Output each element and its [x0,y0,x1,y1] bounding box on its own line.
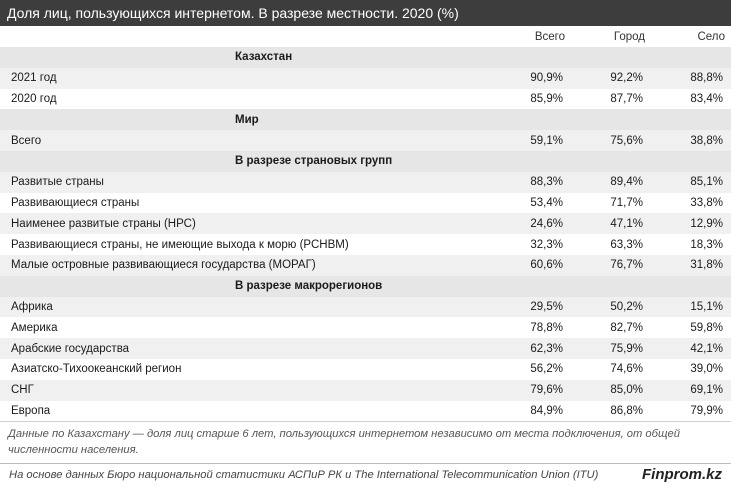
value-village: 69,1% [651,380,731,401]
source-text: На основе данных Бюро национальной статистики АСПиР РК и The International Telecommunication Union (ITU) [9,469,599,481]
value-city: 76,7% [571,255,651,276]
table-row [0,130,731,151]
row-label: Развитые страны [0,172,491,193]
table-body [0,47,731,421]
brand-logo: Finprom.kz [641,466,722,483]
value-total: 59,1% [491,130,571,151]
section-title: Казахстан [0,47,731,68]
table-row [0,234,731,255]
value-total: 53,4% [491,193,571,214]
table-row [0,193,731,214]
table-row [0,380,731,401]
value-city: 89,4% [571,172,651,193]
value-village: 59,8% [651,317,731,338]
value-village: 83,4% [651,89,731,110]
value-total: 78,8% [491,317,571,338]
value-city: 71,7% [571,193,651,214]
footer [0,463,731,487]
row-label: Арабские государства [0,338,491,359]
row-label: Америка [0,317,491,338]
table-row [0,213,731,234]
section-header-row [0,276,731,297]
value-village: 85,1% [651,172,731,193]
table-row [0,255,731,276]
value-city: 75,6% [571,130,651,151]
section-header-row [0,47,731,68]
value-city: 75,9% [571,338,651,359]
table-row [0,68,731,89]
table-title: Доля лиц, пользующихся интернетом. В разрезе местности. 2020 (%) [0,0,731,26]
value-city: 74,6% [571,359,651,380]
value-total: 56,2% [491,359,571,380]
header-row [0,26,731,47]
row-label: 2020 год [0,89,491,110]
value-village: 31,8% [651,255,731,276]
value-village: 15,1% [651,297,731,318]
table-row [0,359,731,380]
table-row [0,297,731,318]
table-row [0,401,731,422]
value-city: 92,2% [571,68,651,89]
row-label: Развивающиеся страны, не имеющие выхода к морю (РСНВМ) [0,234,491,255]
value-city: 63,3% [571,234,651,255]
value-total: 88,3% [491,172,571,193]
value-city: 85,0% [571,380,651,401]
value-city: 82,7% [571,317,651,338]
row-label: СНГ [0,380,491,401]
value-village: 39,0% [651,359,731,380]
value-village: 38,8% [651,130,731,151]
value-village: 42,1% [651,338,731,359]
table-row [0,317,731,338]
value-village: 33,8% [651,193,731,214]
section-header-row [0,109,731,130]
footnote: Данные по Казахстану — доля лиц старше 6 лет, пользующихся интернетом независимо от места подключения, от общей численности населения. [0,421,731,459]
row-label: Наименее развитые страны (НРС) [0,213,491,234]
value-total: 84,9% [491,401,571,422]
section-header-row [0,151,731,172]
row-label: Европа [0,401,491,422]
value-city: 86,8% [571,401,651,422]
row-label: 2021 год [0,68,491,89]
value-total: 24,6% [491,213,571,234]
value-total: 79,6% [491,380,571,401]
value-total: 29,5% [491,297,571,318]
value-city: 87,7% [571,89,651,110]
table-row [0,338,731,359]
section-title: В разрезе макрорегионов [0,276,731,297]
value-village: 12,9% [651,213,731,234]
value-total: 60,6% [491,255,571,276]
data-table [0,26,731,421]
value-total: 90,9% [491,68,571,89]
row-label: Всего [0,130,491,151]
table-row [0,172,731,193]
value-village: 88,8% [651,68,731,89]
value-total: 85,9% [491,89,571,110]
col-header-total: Всего [534,30,565,43]
col-header-village: Село [697,30,725,43]
value-village: 18,3% [651,234,731,255]
row-label: Азиатско-Тихоокеанский регион [0,359,491,380]
section-title: В разрезе страновых групп [0,151,731,172]
value-city: 50,2% [571,297,651,318]
value-total: 62,3% [491,338,571,359]
section-title: Мир [0,109,731,130]
header-blank [0,26,491,47]
col-header-city: Город [613,30,645,43]
row-label: Развивающиеся страны [0,193,491,214]
value-total: 32,3% [491,234,571,255]
value-city: 47,1% [571,213,651,234]
value-village: 79,9% [651,401,731,422]
row-label: Африка [0,297,491,318]
table-row [0,89,731,110]
row-label: Малые островные развивающиеся государства (МОРАГ) [0,255,491,276]
